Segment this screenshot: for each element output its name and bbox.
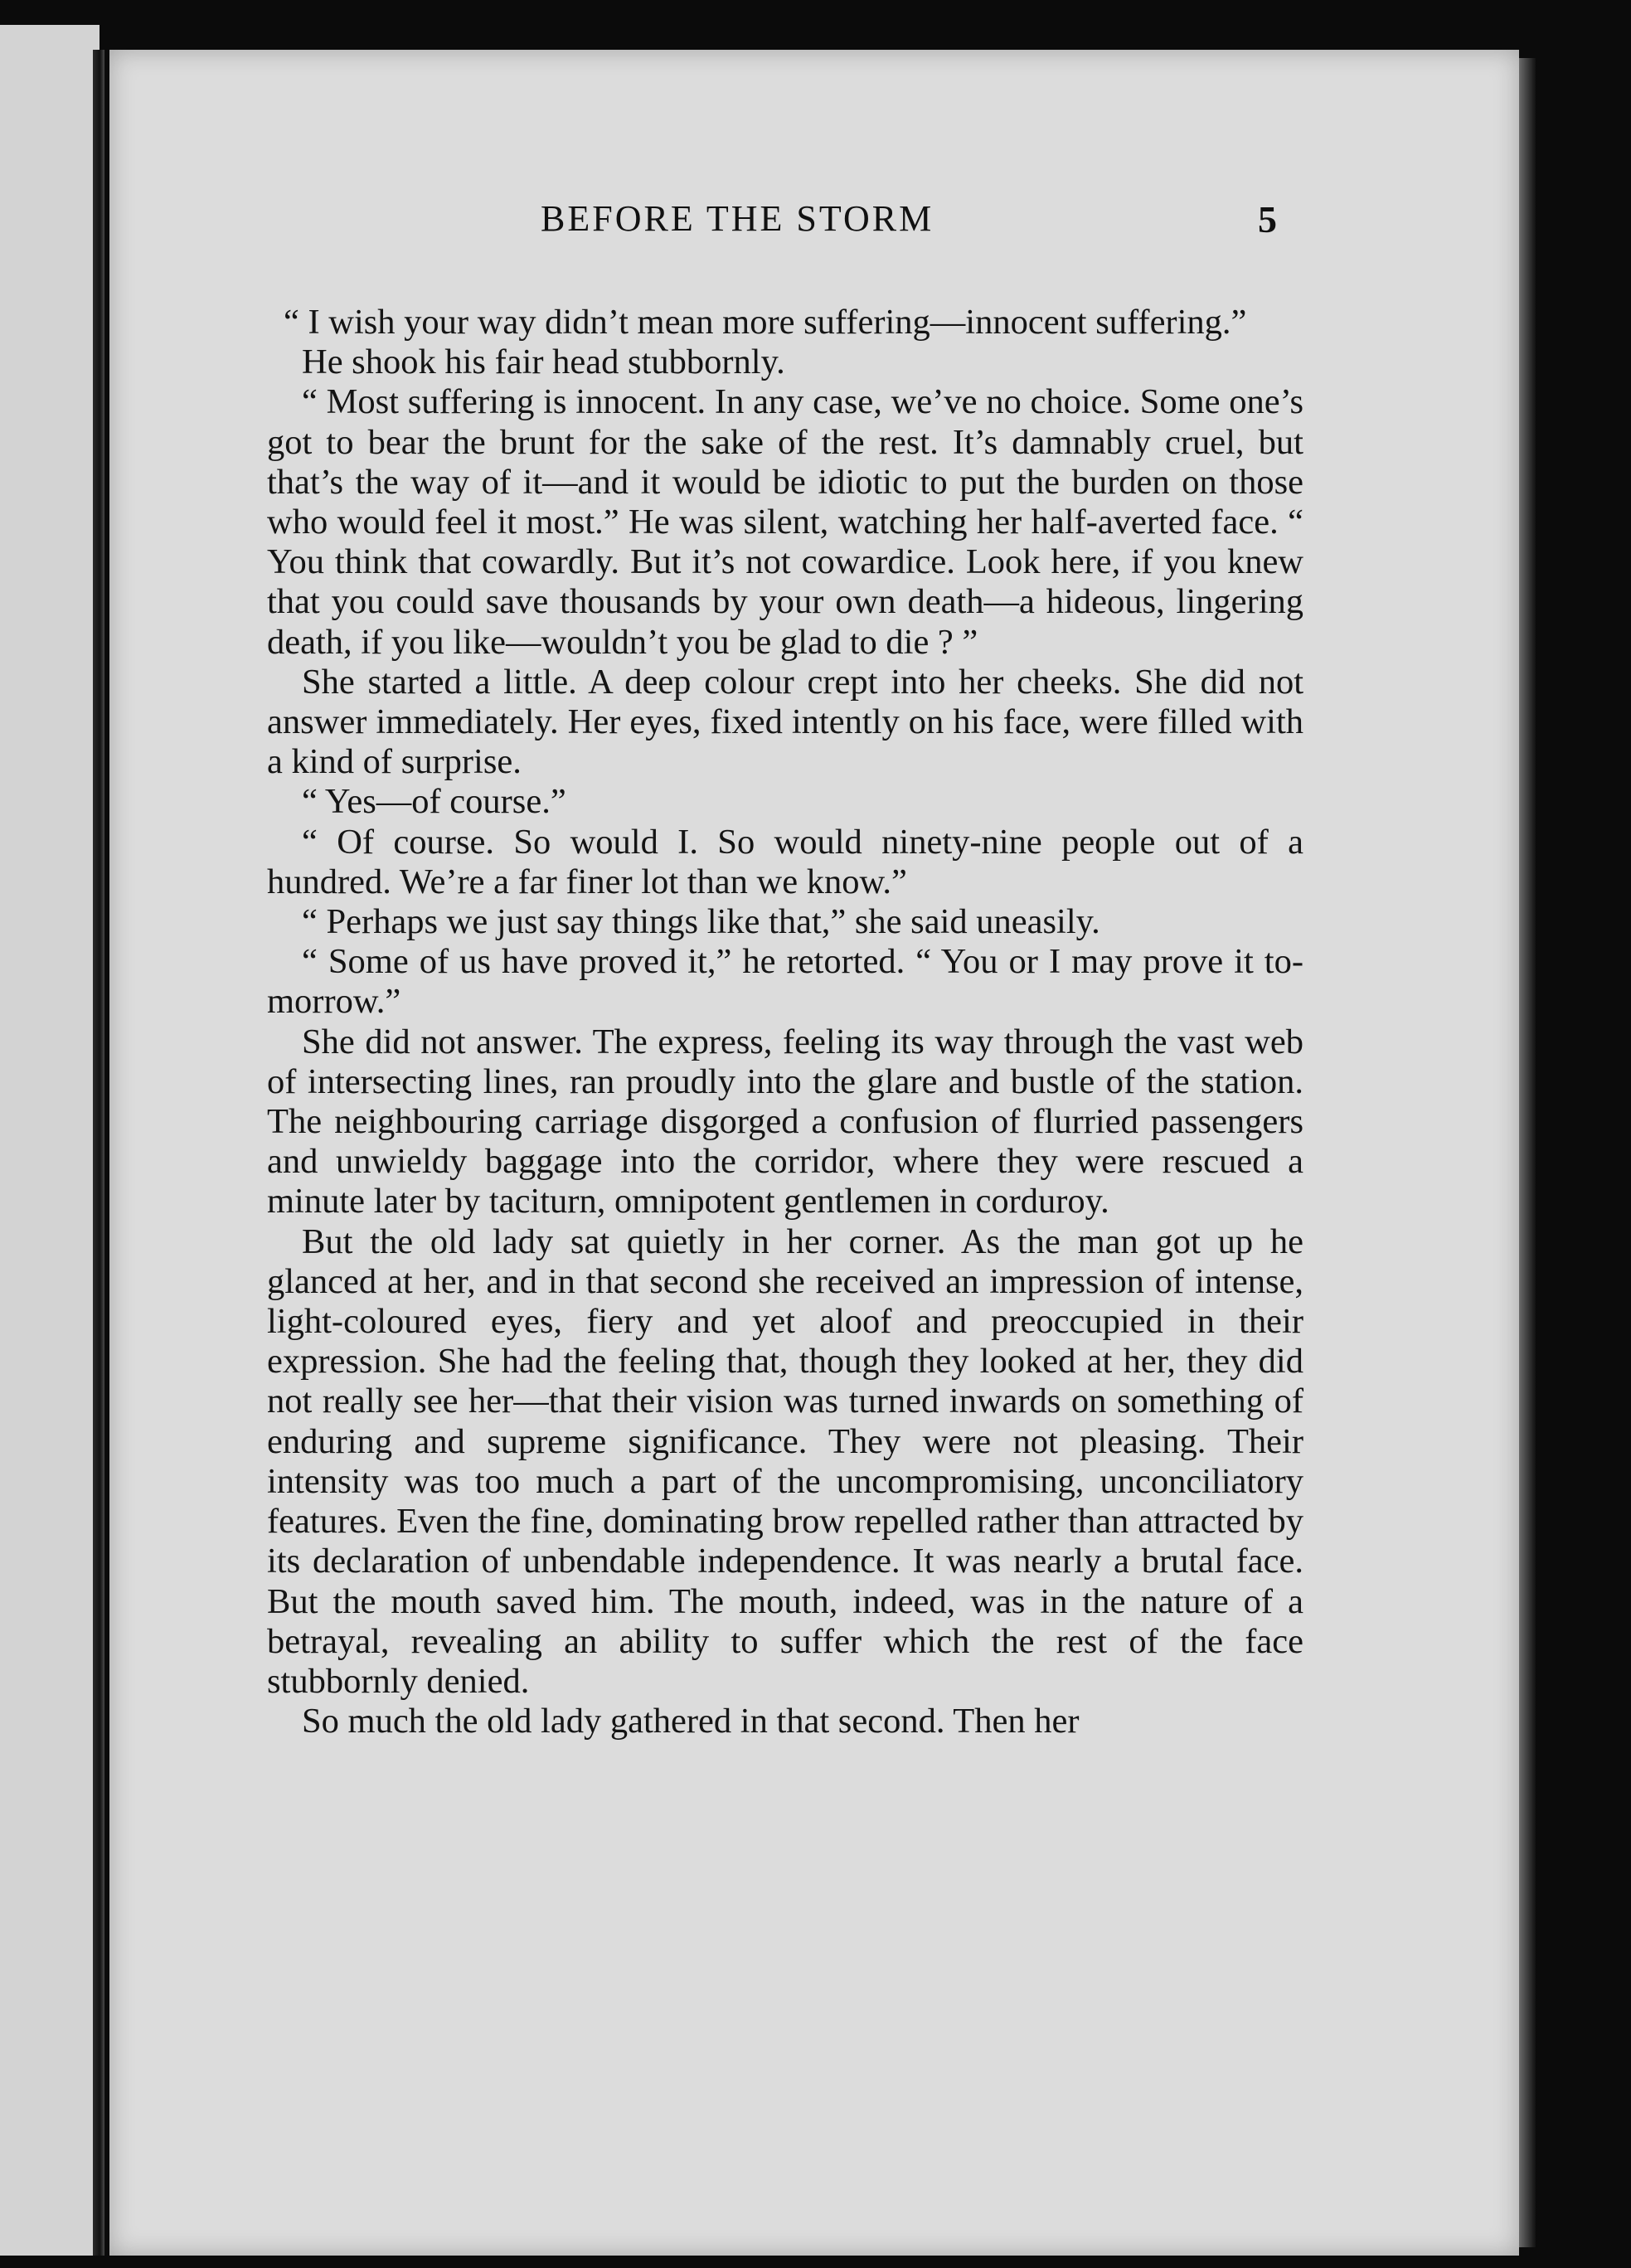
paragraph: “ Perhaps we just say things like that,” she said uneasily.	[302, 902, 1100, 942]
book-gutter	[93, 50, 104, 2256]
running-head-title: BEFORE THE STORM	[541, 198, 934, 239]
paragraph: “ I wish your way didn’t mean more suffering—innocent suffering.”	[284, 303, 1247, 342]
running-head	[109, 197, 1519, 255]
page-edge-shadow	[1519, 58, 1536, 2247]
paragraph: “ Of course. So would I. So would ninety-nine people out of a hundred. We’re a far finer lot than we know.”	[267, 822, 1303, 901]
paragraph: “ Most suffering is innocent. In any case, we’ve no choice. Some one’s got to bear the brunt for the sake of the rest. It’s damnably cruel, but that’s the way of it—and it would be idiotic to put the burden on those who would feel it most.” He was silent, watching her half-averted face. “ You think that cowardly. But it’s not cowardice. Look here, if you knew that you could save thousands by your own death—a hideous, lingering death, if you like—wouldn’t you be glad to die ? ”	[267, 382, 1303, 662]
body-text	[267, 303, 1303, 1741]
paragraph: He shook his fair head stubbornly.	[302, 342, 785, 382]
paragraph: “ Some of us have proved it,” he retorted. “ You or I may prove it to-morrow.”	[267, 942, 1303, 1022]
paragraph: So much the old lady gathered in that second. Then her	[302, 1702, 1080, 1741]
paragraph: She did not answer. The express, feeling its way through the vast web of intersecting lines, ran proudly into the glare and bustle of the station. The neighbouring carriage disgorged a confusion of flurried passengers and unwieldy baggage into the corridor, where they were rescued a minute later by taciturn, omnipotent gentlemen in corduroy.	[267, 1022, 1303, 1221]
paragraph: “ Yes—of course.”	[302, 782, 566, 822]
paragraph: She started a little. A deep colour crept into her cheeks. She did not answer immediately. Her eyes, fixed intently on his face, were filled with a kind of surprise.	[267, 662, 1303, 782]
paragraph: But the old lady sat quietly in her corner. As the man got up he glanced at her, and in that second she received an impression of intense, light-coloured eyes, fiery and yet aloof and preoccupied in their expression. She had the feeling that, though they looked at her, they did not really see her—that their vision was turned inwards on something of enduring and supreme significance. They were not pleasing. Their intensity was too much a part of the uncompromising, unconciliatory features. Even the fine, dominating brow repelled rather than attracted by its declaration of unbendable independence. It was nearly a brutal face. But the mouth saved him. The mouth, indeed, was in the nature of a betrayal, revealing an ability to suffer which the rest of the face stubbornly denied.	[267, 1221, 1303, 1701]
page-number: 5	[1258, 198, 1277, 240]
facing-page-edge	[0, 25, 100, 2256]
